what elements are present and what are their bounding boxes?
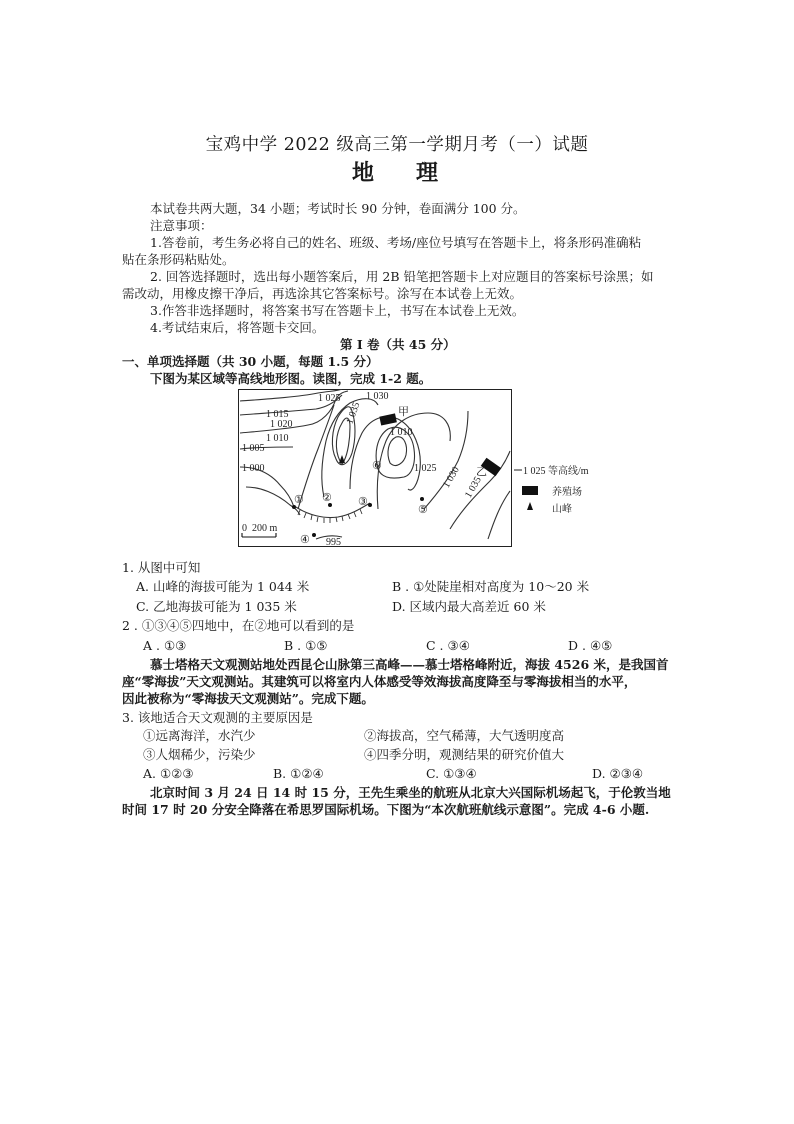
contour-label: 1 025	[318, 393, 341, 404]
point-label: ③	[358, 496, 368, 508]
volume-heading: 第 I 卷（共 45 分）	[340, 337, 456, 352]
contour-label: 1 020	[270, 419, 293, 430]
question-1-stem: 1. 从图中可知	[122, 560, 201, 575]
legend-farm-label: 养殖场	[552, 487, 582, 498]
point-5-dot	[420, 497, 424, 501]
notice-item: 贴在条形码粘贴处。	[122, 252, 235, 267]
notice-item: 1.答卷前，考生务必将自己的姓名、班级、考场/座位号填写在答题卡上，将条形码准确粘	[150, 235, 642, 250]
contour-label: 1 025	[414, 463, 437, 474]
question-3-statement: ③人烟稀少，污染少	[143, 747, 256, 762]
place-label-jia: 甲	[398, 406, 409, 418]
passage-1-line: 座“零海拔”天文观测站。其建筑可以将室内人体感受等效海拔高度降至与零海拔相当的水平，	[122, 674, 637, 689]
point-4-dot	[312, 533, 316, 537]
subject-title: 地理	[351, 160, 480, 186]
part-heading: 一、单项选择题（共 30 小题，每题 1.5 分）	[122, 354, 379, 369]
legend-peak-icon	[527, 502, 533, 510]
legend-peak-label: 山峰	[552, 504, 572, 515]
question-3-statement: ④四季分明，观测结果的研究价值大	[364, 747, 565, 762]
question-2-stem: 2 . ①③④⑤四地中，在②地可以看到的是	[122, 618, 355, 633]
contour-label: 1 000	[242, 463, 265, 474]
contour-label: 1 010	[390, 427, 413, 438]
question-3-option-a[interactable]: A. ①②③	[143, 766, 194, 781]
notice-label: 注意事项：	[150, 218, 213, 233]
scale-unit: 200 m	[252, 523, 278, 534]
point-label: ②	[322, 492, 332, 504]
question-3-statement: ①远离海洋，水汽少	[143, 728, 256, 743]
notice-item: 3.作答非选择题时，将答案书写在答题卡上，书写在本试卷上无效。	[150, 303, 525, 318]
point-label: ⑤	[418, 504, 428, 516]
contour-line	[450, 451, 510, 529]
place-label-yi: 乙	[476, 466, 487, 478]
question-2-option-c[interactable]: C . ③④	[426, 638, 470, 653]
question-1-option-b[interactable]: B . ①处陡崖相对高度为 10～20 米	[392, 579, 590, 594]
contour-line	[336, 418, 350, 464]
scale-zero: 0	[242, 523, 247, 534]
cliff-ticks	[298, 509, 362, 523]
passage-1-line: 慕士塔格天文观测站地处西昆仑山脉第三高峰——慕士塔格峰附近，海拔 4526 米，是我国首	[150, 657, 669, 672]
contour-label: 1 005	[242, 443, 265, 454]
point-3-dot	[368, 503, 372, 507]
contour-line	[424, 411, 468, 509]
legend-farm-icon	[522, 486, 538, 495]
question-3-option-b[interactable]: B. ①②④	[273, 766, 324, 781]
contour-label: 1 035	[463, 474, 484, 500]
contour-label: 1 010	[266, 433, 289, 444]
question-3-stem: 3. 该地适合天文观测的主要原因是	[122, 710, 313, 725]
contour-label: 995	[326, 537, 341, 547]
passage-2-line: 北京时间 3 月 24 日 14 时 15 分，王先生乘坐的航班从北京大兴国际机场起飞，于伦敦当地	[150, 785, 671, 800]
map-legend	[512, 462, 602, 522]
intro-text: 本试卷共两大题，34 小题；考试时长 90 分钟，卷面满分 100 分。	[150, 201, 526, 216]
question-1-option-c[interactable]: C. 乙地海拔可能为 1 035 米	[136, 599, 297, 614]
notice-item: 需改动，用橡皮擦干净后，再选涂其它答案标号。涂写在本试卷上无效。	[122, 286, 523, 301]
contour-label: 1 030	[441, 464, 462, 490]
question-3-option-d[interactable]: D. ②③④	[592, 766, 644, 781]
contour-line	[488, 491, 510, 539]
contour-label: 1 035	[344, 400, 363, 426]
question-2-option-d[interactable]: D . ④⑤	[568, 638, 613, 653]
notice-item: 4.考试结束后，将答题卡交回。	[150, 320, 325, 335]
question-2-option-a[interactable]: A . ①③	[143, 638, 187, 653]
question-3-option-c[interactable]: C. ①③④	[426, 766, 477, 781]
passage-2-line: 时间 17 时 20 分安全降落在希思罗国际机场。下图为“本次航班航线示意图”。完成 4-6 小题.	[122, 802, 650, 817]
question-2-option-b[interactable]: B . ①⑤	[284, 638, 328, 653]
point-label: ④	[300, 534, 310, 546]
question-1-option-a[interactable]: A. 山峰的海拔可能为 1 044 米	[136, 579, 310, 594]
notice-item: 2. 回答选择题时，选出每小题答案后，用 2B 铅笔把答题卡上对应题目的答案标号涂黑；如	[150, 269, 654, 284]
farm-jia-icon	[379, 413, 397, 425]
contour-map	[238, 389, 512, 547]
point-label: ⑥	[372, 460, 382, 472]
contour-label: 1 015	[266, 409, 289, 420]
question-3-statement: ②海拔高，空气稀薄，大气透明度高	[364, 728, 565, 743]
peak-icon	[339, 455, 345, 463]
point-label: ①	[294, 494, 304, 506]
contour-line	[388, 437, 407, 466]
exam-title: 宝鸡中学 2022 级高三第一学期月考（一）试题	[205, 135, 589, 155]
contour-label: 1 030	[366, 391, 389, 402]
map-intro: 下图为某区域等高线地形图。读图，完成 1-2 题。	[150, 371, 432, 386]
question-1-option-d[interactable]: D. 区域内最大高差近 60 米	[392, 599, 546, 614]
legend-contour-label: 1 025 等高线/m	[523, 466, 589, 477]
passage-1-line: 因此被称为“零海拔天文观测站”。完成下题。	[122, 691, 374, 706]
